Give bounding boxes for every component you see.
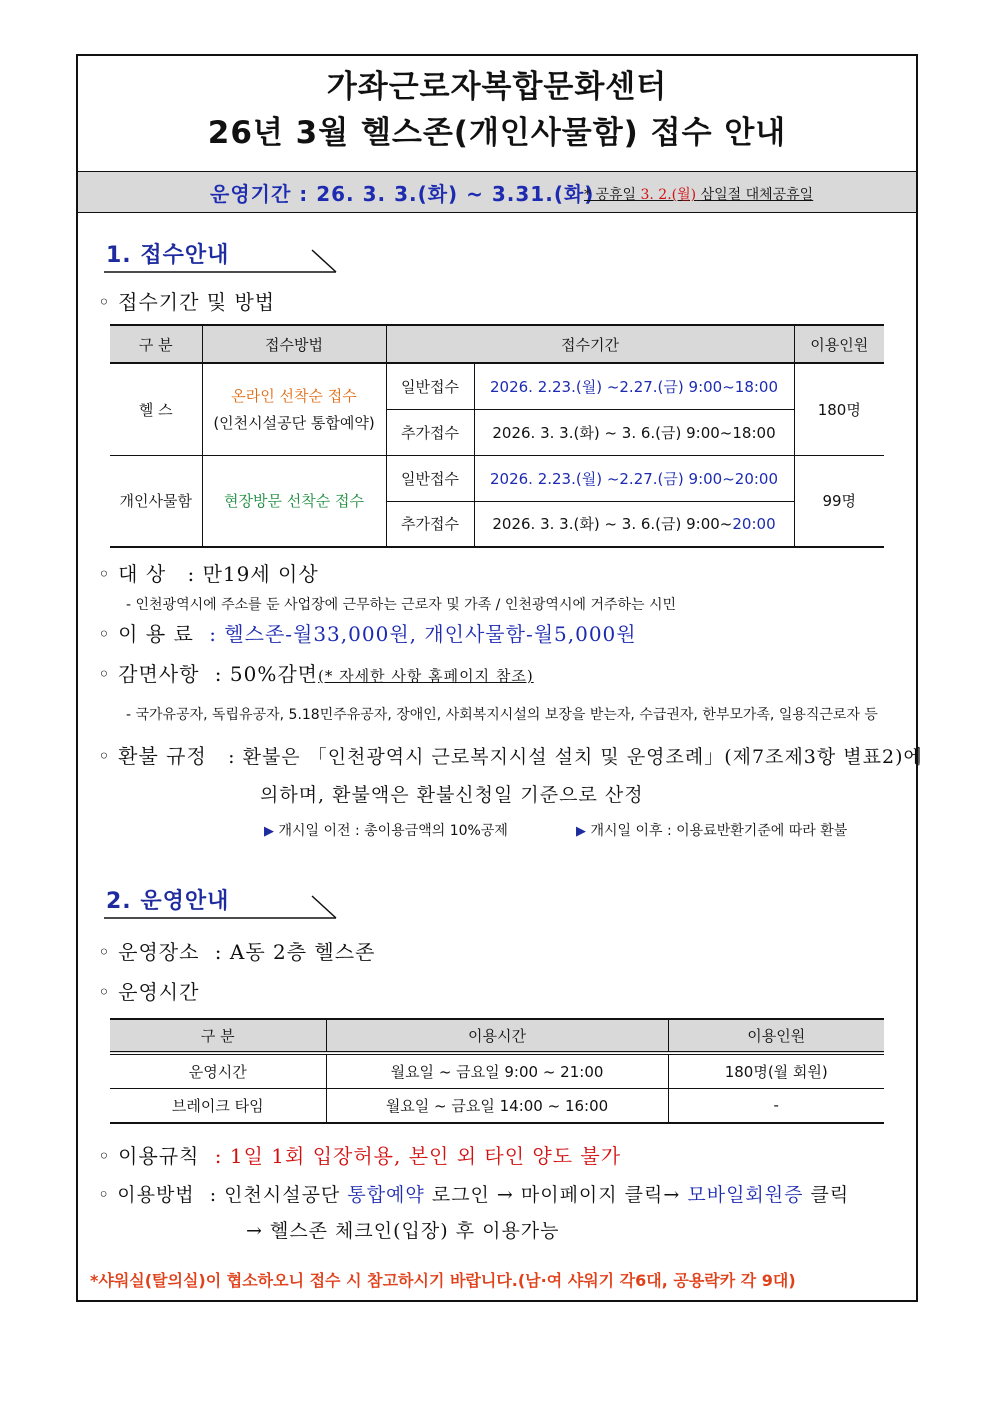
- refund-after-row: [576, 820, 847, 840]
- target-label: ◦ 대 상: [98, 562, 167, 586]
- period-cell: [474, 455, 794, 501]
- period-text: 2026. 2.23.(월) ~2.27.(금) 9:00~18:00: [489, 377, 779, 396]
- target-row: [98, 558, 319, 587]
- refund-before-row: [264, 820, 508, 840]
- type-cell: 일반접수: [386, 455, 474, 501]
- rule-row: [98, 1140, 621, 1169]
- method-cell: 현장방문 선착순 접수: [202, 455, 386, 547]
- table-cell: 월요일 ~ 금요일 14:00 ~ 16:00: [326, 1088, 668, 1123]
- discount-note: (* 자세한 사항 홈페이지 참조): [318, 667, 534, 685]
- discount-row: [98, 658, 534, 687]
- reservation-link: 통합예약: [347, 1184, 425, 1206]
- refund-before: 개시일 이전 : 총이용금액의 10%공제: [278, 823, 508, 839]
- usage-method-line-2: → 헬스존 체크인(입장) 후 이용가능: [246, 1220, 560, 1242]
- discount-detail: - 국가유공자, 독립유공자, 5.18민주유공자, 장애인, 사회복지시설의 보장을 받는자, 수급권자, 한부모가족, 일용직근로자 등: [126, 707, 878, 723]
- holiday-note: [584, 184, 813, 204]
- title-line-1: 가좌근로자복합문화센터: [326, 69, 668, 105]
- table-cell: -: [668, 1088, 884, 1123]
- type-cell: 추가접수: [386, 501, 474, 547]
- table-row: [110, 1088, 884, 1123]
- place-row: [98, 936, 375, 965]
- table-header-cell: 이용시간: [326, 1019, 668, 1053]
- table-cell: 운영시간: [110, 1053, 326, 1088]
- section-1-heading: [104, 234, 324, 274]
- period-text: 2026. 3. 3.(화) ~ 3. 6.(금) 9:00~: [492, 515, 733, 534]
- table-header-cell: 구 분: [110, 325, 202, 363]
- section-1-title: 1. 접수안내: [106, 243, 230, 268]
- period-end: 20:00: [734, 469, 779, 488]
- target-detail: - 인천광역시에 주소를 둔 사업장에 근무하는 근로자 및 가족 / 인천광역시에 거주하는 시민: [126, 597, 677, 613]
- triangle-right-icon: ▶: [264, 824, 274, 839]
- target-value: : 만19세 이상: [187, 562, 319, 586]
- fee-value: : 헬스존-월33,000원, 개인사물함-월5,000원: [209, 622, 637, 646]
- capacity-cell: 180명: [794, 363, 884, 455]
- rule-value: 1일 1회 입장허용, 본인 외 타인 양도 불가: [229, 1144, 622, 1168]
- method-subline: (인천시설공단 통합예약): [213, 414, 375, 433]
- usage-method-part-3: 클릭: [810, 1184, 850, 1206]
- refund-row: [98, 740, 923, 769]
- table-header-row: [110, 1019, 884, 1053]
- table-row: [110, 363, 884, 409]
- method-cell: [202, 363, 386, 455]
- refund-label: ◦ 환불 규정: [98, 744, 207, 768]
- table-row: [110, 1053, 884, 1088]
- place-value: : A동 2층 헬스존: [214, 940, 376, 964]
- holiday-note-suffix: 삼일절 대체공휴일: [700, 187, 814, 203]
- fee-row: [98, 618, 637, 647]
- type-cell: 추가접수: [386, 409, 474, 455]
- table-header-cell: 구 분: [110, 1019, 326, 1053]
- table-header-cell: 이용인원: [794, 325, 884, 363]
- table-cell: 브레이크 타임: [110, 1088, 326, 1123]
- notice-frame: [76, 54, 923, 1302]
- period-cell: 2026. 3. 3.(화) ~ 3. 6.(금) 9:00~18:00: [474, 409, 794, 455]
- period-cell: [474, 363, 794, 409]
- title-block: [78, 56, 916, 171]
- place-label: ◦ 운영장소: [98, 940, 200, 964]
- table-header-row: [110, 325, 884, 363]
- refund-line-1: : 환불은 「인천광역시 근로복지시설 설치 및 운영조례」(제7조제3항 별표2)에: [228, 746, 923, 768]
- category-cell: 헬 스: [110, 363, 202, 455]
- table-header-cell: 이용인원: [668, 1019, 884, 1053]
- discount-label: ◦ 감면사항: [98, 662, 200, 686]
- table-header-cell: 접수방법: [202, 325, 386, 363]
- period-end: 20:00: [732, 515, 776, 534]
- holiday-note-prefix: * 공휴일: [584, 187, 637, 203]
- reception-bullet: ◦ 접수기간 및 방법: [98, 290, 276, 314]
- category-cell: 개인사물함: [110, 455, 202, 547]
- reception-table: [110, 324, 884, 548]
- section-2-title: 2. 운영안내: [106, 889, 230, 914]
- method-line: 온라인 선착순 접수: [231, 387, 357, 406]
- mobile-card-link: 모바일회원증: [687, 1184, 804, 1206]
- period-text: 2026. 2.23.(월) ~2.27.(금) 9:00~: [489, 469, 735, 488]
- title-line-2: 26년 3월 헬스존(개인사물함) 접수 안내: [207, 115, 787, 151]
- usage-method-part-2: 로그인 → 마이페이지 클릭→: [431, 1184, 681, 1206]
- usage-method-row: [98, 1180, 849, 1207]
- refund-after: 개시일 이후 : 이용료반환기준에 따라 환불: [590, 823, 848, 839]
- capacity-cell: 99명: [794, 455, 884, 547]
- table-row: [110, 455, 884, 501]
- operation-table: [110, 1018, 884, 1124]
- table-header-cell: 접수기간: [386, 325, 794, 363]
- operation-period: 운영기간 : 26. 3. 3.(화) ~ 3.31.(화): [210, 182, 595, 206]
- table-cell: 월요일 ~ 금요일 9:00 ~ 21:00: [326, 1053, 668, 1088]
- triangle-right-icon: ▶: [576, 824, 586, 839]
- table-cell: 180명(월 회원): [668, 1053, 884, 1088]
- period-cell: [474, 501, 794, 547]
- fee-label: ◦ 이 용 료: [98, 622, 194, 646]
- type-cell: 일반접수: [386, 363, 474, 409]
- footer-note: *샤워실(탈의실)이 협소하오니 접수 시 참고하시기 바랍니다.(남·여 샤워기 각6대, 공용락카 각 9대): [90, 1271, 796, 1290]
- hours-bullet: ◦ 운영시간: [98, 980, 200, 1004]
- rule-label: ◦ 이용규칙: [98, 1144, 200, 1168]
- operation-period-bar: [78, 171, 916, 213]
- refund-line-2: 의하며, 환불액은 환불신청일 기준으로 산정: [260, 784, 644, 806]
- usage-method-label: ◦ 이용방법: [98, 1184, 195, 1206]
- rule-colon: :: [214, 1144, 223, 1168]
- section-2-heading: [104, 880, 324, 920]
- holiday-note-date: 3. 2.(월): [640, 187, 697, 203]
- discount-value: : 50%감면: [214, 662, 318, 686]
- usage-method-part-1: : 인천시설공단: [209, 1184, 341, 1206]
